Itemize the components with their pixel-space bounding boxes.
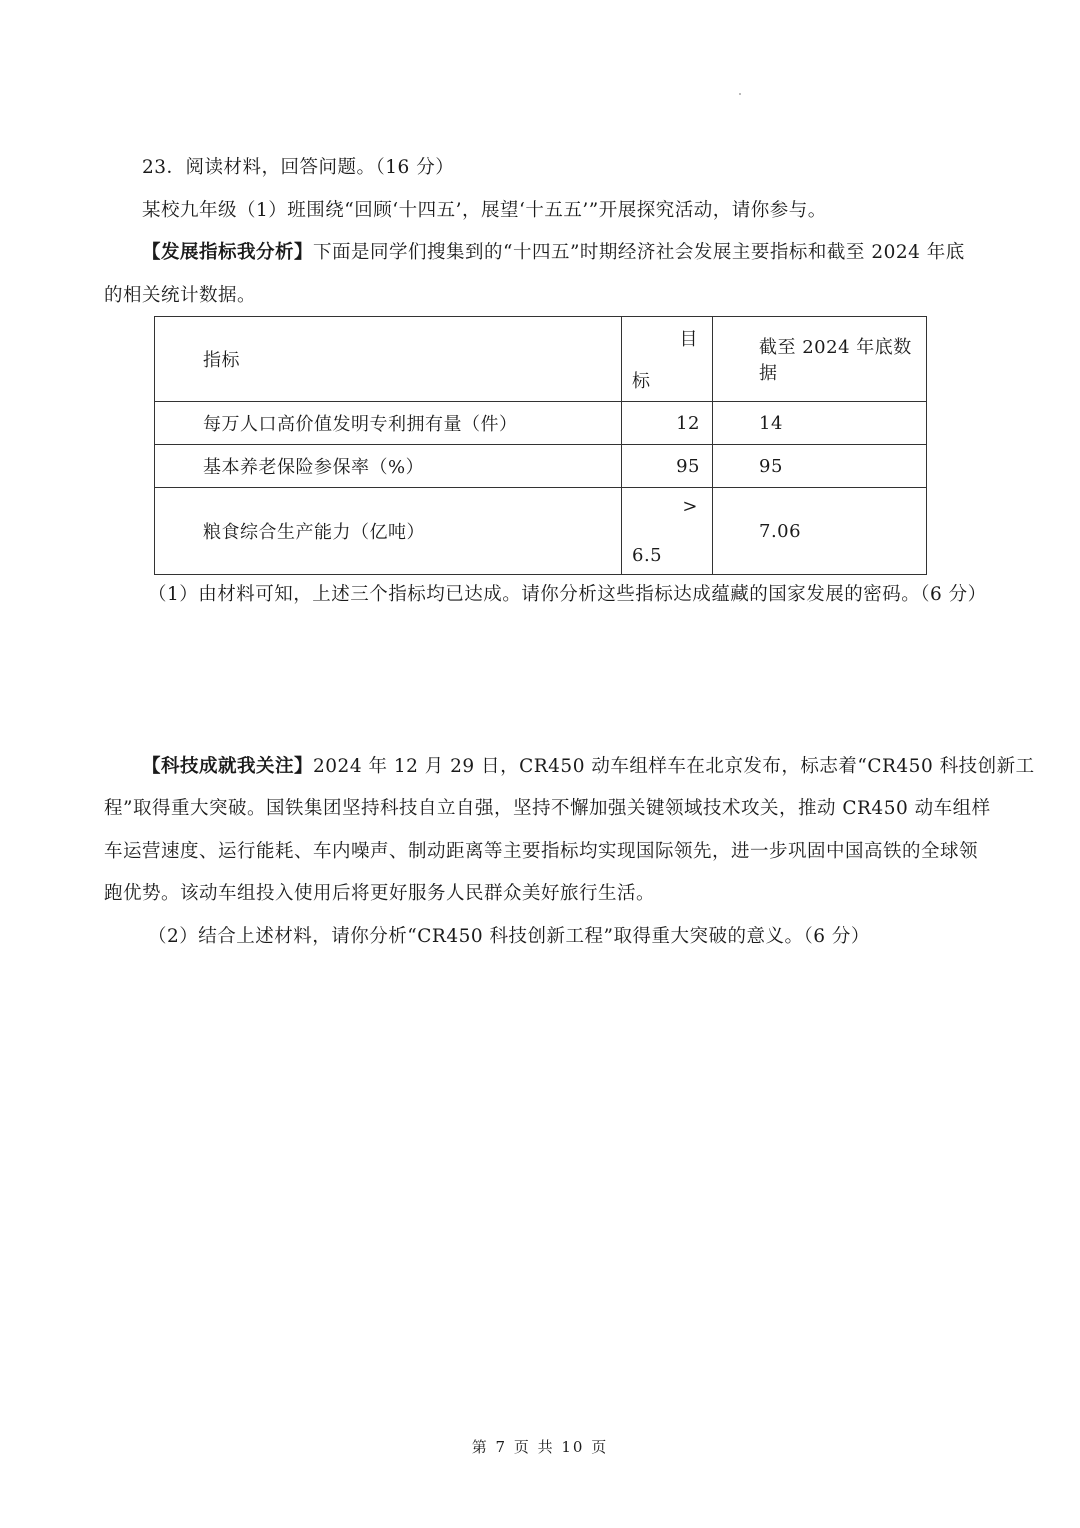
section2-line4: 跑优势。该动车组投入使用后将更好服务人民群众美好旅行生活。 bbox=[104, 883, 656, 904]
indicators-table bbox=[154, 316, 927, 575]
row-target bbox=[622, 488, 713, 575]
question-intro: 某校九年级（1）班围绕“回顾‘十四五’，展望‘十五五’”开展探究活动，请你参与。 bbox=[142, 200, 827, 221]
section2-heading: 【科技成就我关注】 bbox=[142, 756, 314, 777]
row-value: 14 bbox=[713, 402, 927, 445]
question-title: 23．阅读材料，回答问题。（16 分） bbox=[142, 157, 455, 178]
row-indicator: 粮食综合生产能力（亿吨） bbox=[155, 488, 622, 575]
header-indicator: 指标 bbox=[155, 317, 622, 402]
section1-paragraph bbox=[142, 241, 965, 265]
row-target-bottom: 6.5 bbox=[632, 545, 663, 566]
row-value: 7.06 bbox=[713, 488, 927, 575]
section2-paragraph bbox=[142, 755, 1035, 779]
question-1: （1）由材料可知，上述三个指标均已达成。请你分析这些指标达成蕴藏的国家发展的密码。（6 分） bbox=[148, 584, 987, 605]
header-data: 截至 2024 年底数据 bbox=[713, 317, 927, 402]
section1-heading: 【发展指标我分析】 bbox=[142, 242, 314, 263]
section2-line1: 2024 年 12 月 29 日，CR450 动车组样车在北京发布，标志着“CR450 科技创新工 bbox=[313, 756, 1035, 777]
section2-line2: 程”取得重大突破。国铁集团坚持科技自立自强，坚持不懈加强关键领域技术攻关，推动 CR450 动车组样 bbox=[104, 798, 991, 819]
section1-text-line1: 下面是同学们搜集到的“十四五”时期经济社会发展主要指标和截至 2024 年底 bbox=[313, 242, 965, 263]
question-2: （2）结合上述材料，请你分析“CR450 科技创新工程”取得重大突破的意义。（6 分） bbox=[148, 926, 870, 947]
table-header-row bbox=[155, 317, 927, 402]
page-footer: 第 7 页 共 10 页 bbox=[471, 1438, 609, 1456]
header-target bbox=[622, 317, 713, 402]
row-indicator: 基本养老保险参保率（%） bbox=[155, 445, 622, 488]
section1-text-line2: 的相关统计数据。 bbox=[104, 285, 257, 306]
table-row bbox=[155, 488, 927, 575]
table-row bbox=[155, 402, 927, 445]
row-value: 95 bbox=[713, 445, 927, 488]
section2-line3: 车运营速度、运行能耗、车内噪声、制动距离等主要指标均实现国际领先，进一步巩固中国高铁的全球领 bbox=[104, 841, 979, 862]
table-row bbox=[155, 445, 927, 488]
row-target: 95 bbox=[622, 445, 713, 488]
header-target-top: 目 bbox=[679, 329, 698, 350]
row-target-top: > bbox=[682, 496, 698, 517]
header-target-bottom: 标 bbox=[632, 371, 651, 392]
row-target: 12 bbox=[622, 402, 713, 445]
row-indicator: 每万人口高价值发明专利拥有量（件） bbox=[155, 402, 622, 445]
scan-speck bbox=[739, 93, 741, 95]
